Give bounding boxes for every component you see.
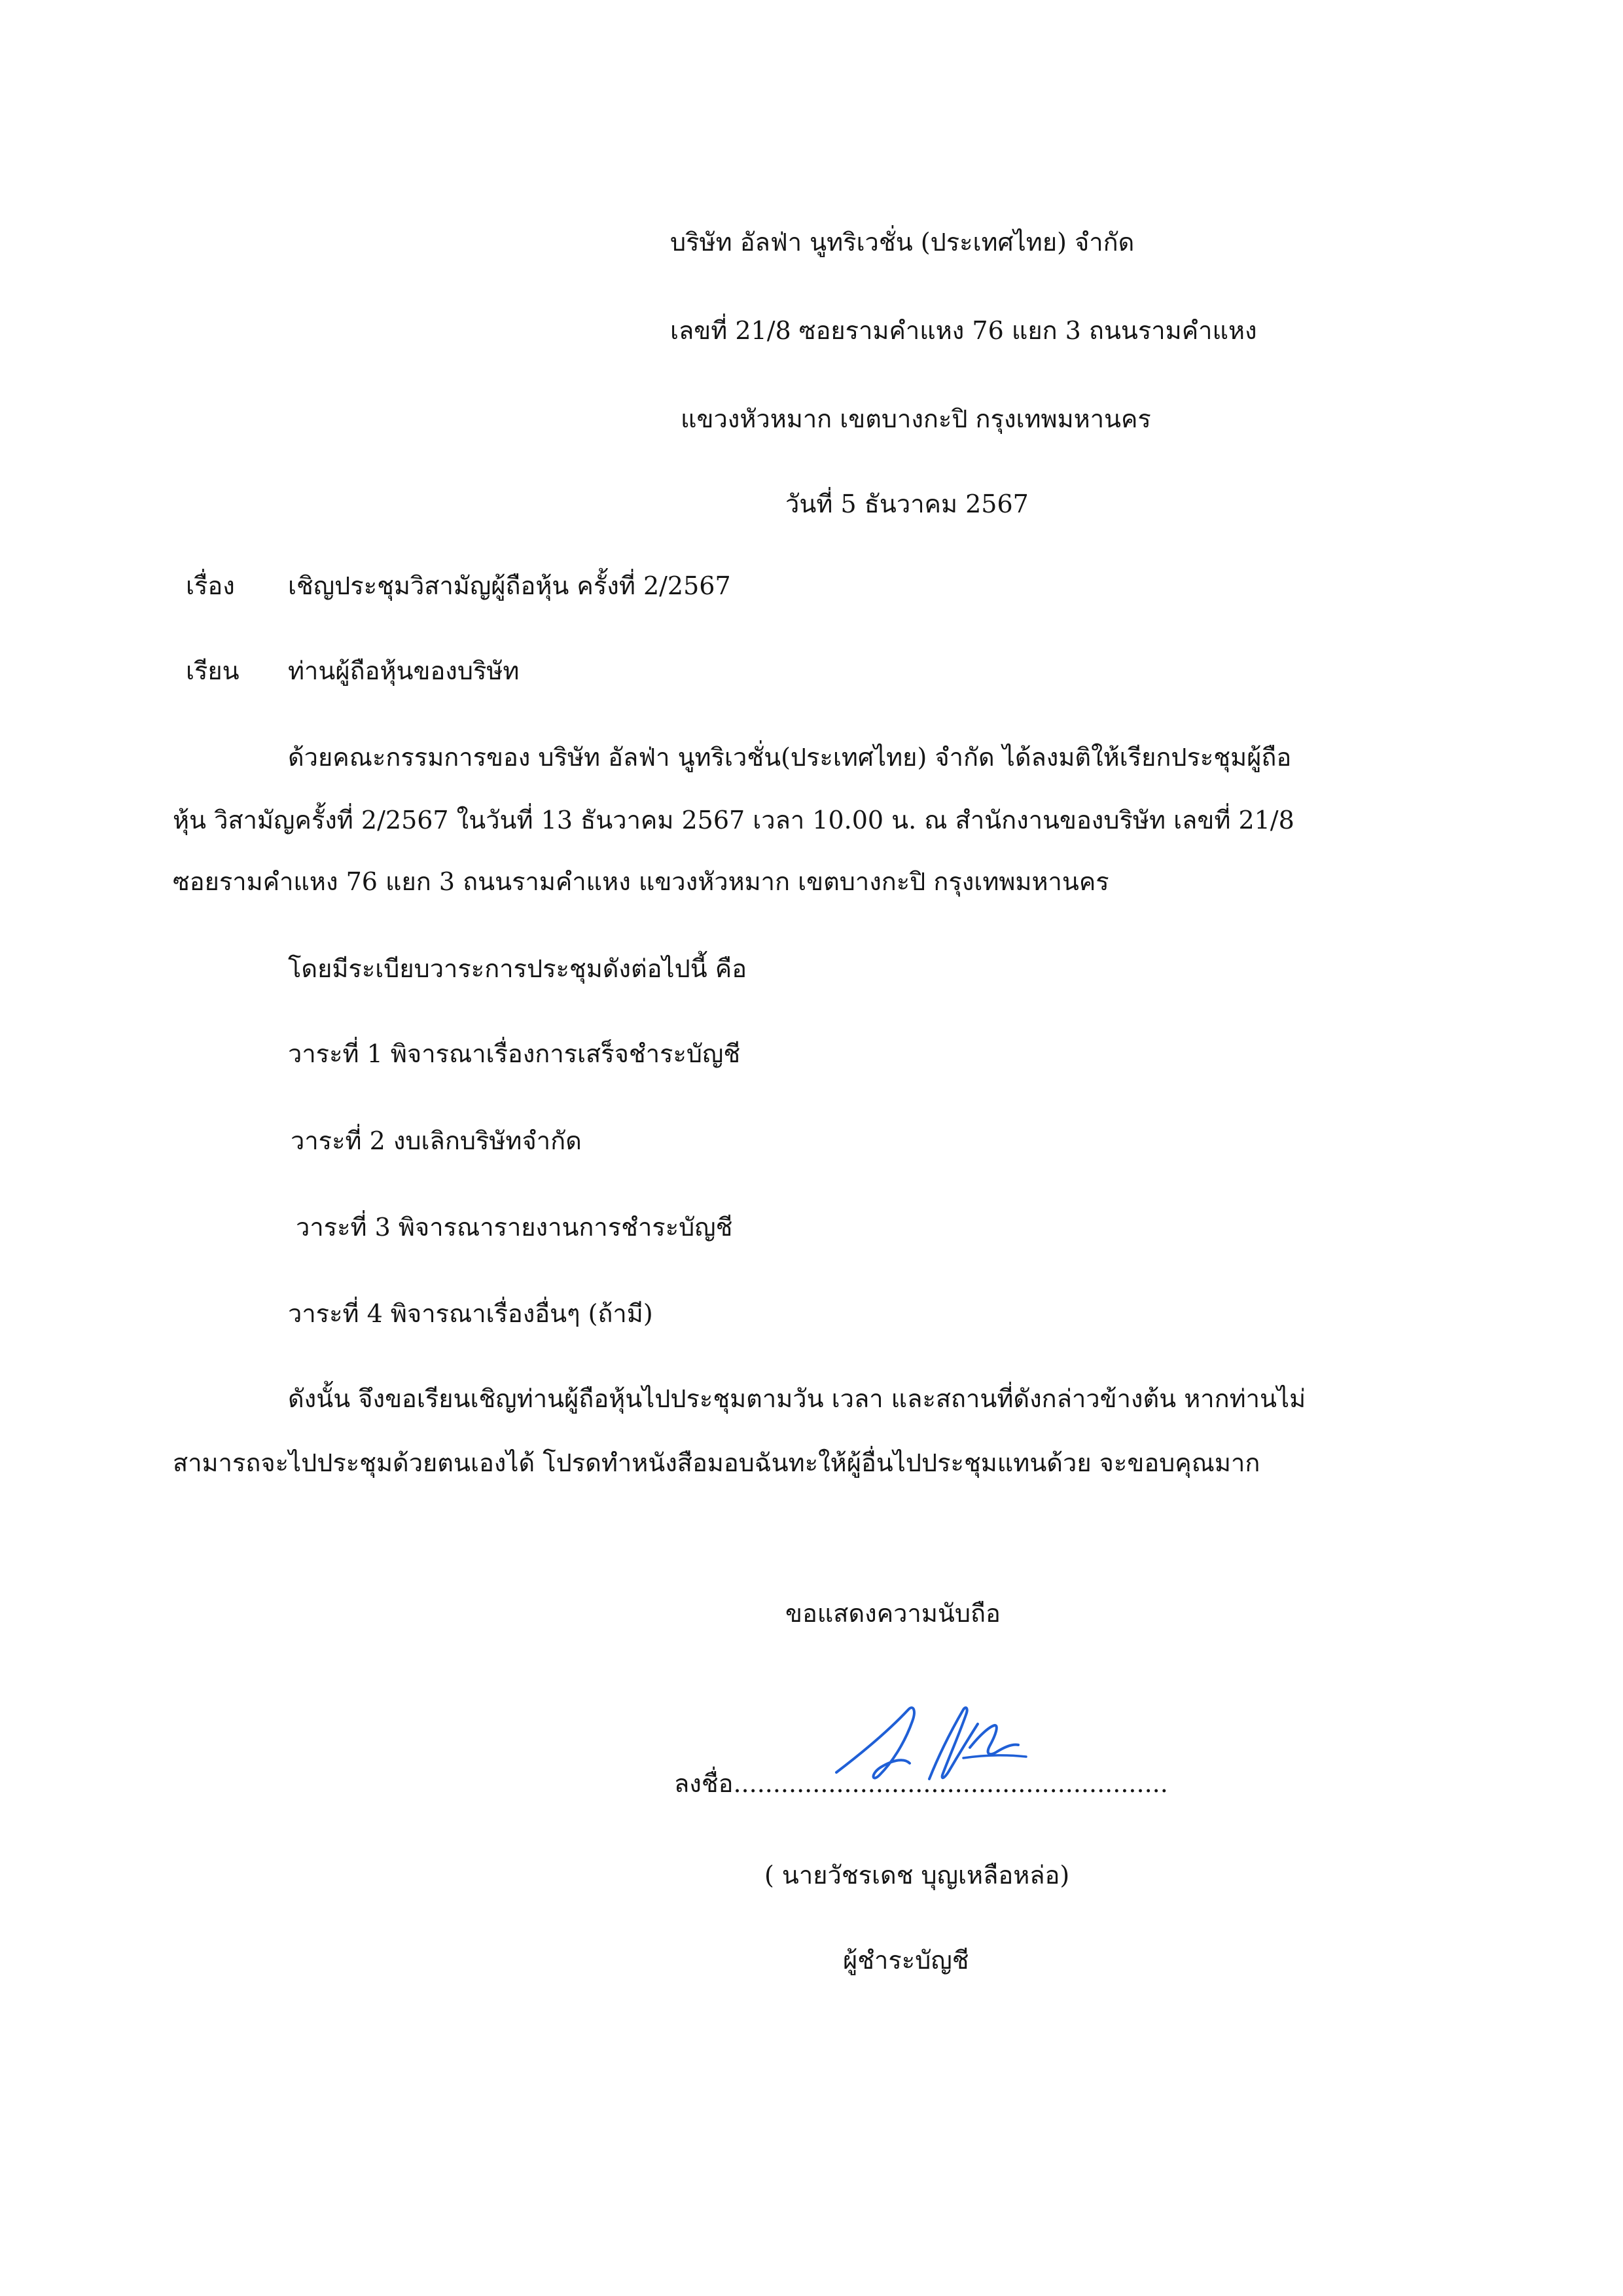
- closing-regards: ขอแสดงความนับถือ: [785, 1599, 1001, 1628]
- agenda-item-1: วาระที่ 1 พิจารณาเรื่องการเสร็จชำระบัญชี: [288, 1039, 741, 1068]
- paragraph-2-line-1: ดังนั้น จึงขอเรียนเชิญท่านผู้ถือหุ้นไปประชุมตามวัน เวลา และสถานที่ดังกล่าวข้างต้น หากท่านไม่: [288, 1384, 1306, 1413]
- paragraph-2-line-2: สามารถจะไปประชุมด้วยตนเองได้ โปรดทำหนังสือมอบฉันทะให้ผู้อื่นไปประชุมแทนด้วย จะขอบคุณมาก: [173, 1448, 1260, 1477]
- subject-label: เรื่อง: [186, 571, 235, 600]
- agenda-intro: โดยมีระเบียบวาระการประชุมดังต่อไปนี้ คือ: [288, 954, 747, 983]
- recipient-label: เรียน: [186, 656, 240, 685]
- company-address-line-2: แขวงหัวหมาก เขตบางกะปิ กรุงเทพมหานคร: [681, 404, 1151, 433]
- agenda-item-4: วาระที่ 4 พิจารณาเรื่องอื่นๆ (ถ้ามี): [288, 1299, 653, 1328]
- paragraph-1-line-1: ด้วยคณะกรรมการของ บริษัท อัลฟ่า นูทริเวชั่น(ประเทศไทย) จำกัด ได้ลงมติให้เรียกประชุมผู้ถือ: [288, 743, 1292, 772]
- paragraph-1-line-2: หุ้น วิสามัญครั้งที่ 2/2567 ในวันที่ 13 ธันวาคม 2567 เวลา 10.00 น. ณ สำนักงานของบริษัท เลขที่ 21/8: [173, 806, 1294, 834]
- agenda-item-2: วาระที่ 2 งบเลิกบริษัทจำกัด: [291, 1126, 582, 1155]
- company-address-line-1: เลขที่ 21/8 ซอยรามคำแหง 76 แยก 3 ถนนรามคำแหง: [670, 316, 1257, 345]
- signature-line: ลงชื่อ.......................................................: [674, 1769, 1168, 1798]
- paragraph-1-line-3: ซอยรามคำแหง 76 แยก 3 ถนนรามคำแหง แขวงหัวหมาก เขตบางกะปิ กรุงเทพมหานคร: [173, 867, 1109, 896]
- letter-date: วันที่ 5 ธันวาคม 2567: [785, 490, 1029, 518]
- subject-text: เชิญประชุมวิสามัญผู้ถือหุ้น ครั้งที่ 2/2567: [288, 571, 731, 600]
- recipient-text: ท่านผู้ถือหุ้นของบริษัท: [288, 656, 520, 685]
- company-name: บริษัท อัลฟ่า นูทริเวชั่น (ประเทศไทย) จำกัด: [670, 228, 1135, 257]
- agenda-item-3: วาระที่ 3 พิจารณารายงานการชำระบัญชี: [296, 1213, 733, 1242]
- signatory-position: ผู้ชำระบัญชี: [843, 1946, 969, 1975]
- signatory-name: ( นายวัชรเดช บุญเหลือหล่อ): [764, 1861, 1070, 1890]
